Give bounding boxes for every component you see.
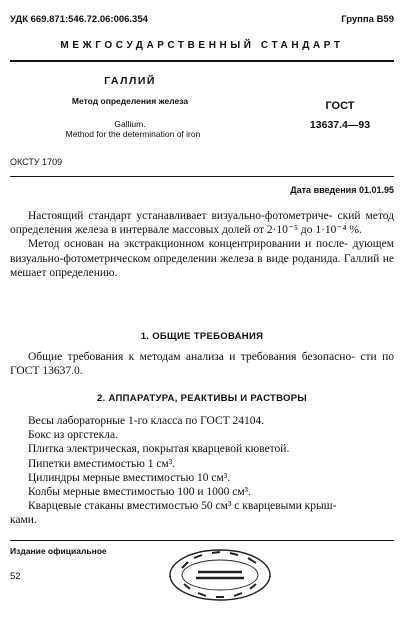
section-1-line: сти по ГОСТ 13637.0.: [10, 351, 394, 378]
intro-line: дующем визуально-фотометрическом определении железа в виде: [10, 238, 394, 265]
equipment-item: Бокс из оргстекла.: [28, 429, 118, 442]
equipment-item: Цилиндры мерные вместимостью 10 см³.: [28, 471, 231, 484]
standard-subtitle-en-1: Gallium.: [114, 119, 146, 129]
standard-subtitle-ru: Метод определения железа: [71, 96, 189, 106]
equipment-item: ками.: [10, 514, 37, 527]
publisher-stamp: [168, 548, 272, 602]
section-1-paragraph: [10, 350, 394, 378]
section-1-text: [10, 350, 394, 378]
equipment-item: Весы лабораторные 1-го класса по ГОСТ 24104.: [28, 415, 265, 427]
official-edition-label: Издание официальное: [10, 546, 107, 556]
section-1-line: Общие требования к методам анализа и требования безопасно-: [28, 351, 356, 363]
intro-line: Метод основан на экстракционном концентрировании и после-: [28, 238, 348, 251]
group-code: Группа В59: [341, 14, 394, 25]
standard-subtitle-en-2: Method for the determination of iron: [65, 129, 201, 139]
page-number: 52: [10, 571, 21, 582]
title-divider: [10, 176, 394, 177]
intro-line: роданида. Галлий не мешает определению.: [10, 252, 395, 279]
equipment-list: [10, 414, 394, 528]
section-2-heading: 2. АППАРАТУРА, РЕАКТИВЫ И РАСТВОРЫ: [97, 393, 307, 404]
equipment-item: Кварцевые стаканы вместимостью 50 см³ с кварцевыми крыш-: [28, 500, 337, 513]
header-divider: [10, 60, 394, 62]
equipment-item: Колбы мерные вместимостью 100 и 1000 см³.: [28, 486, 251, 499]
okstu-code: ОКСТУ 1709: [10, 157, 63, 167]
equipment-item: Пипетки вместимостью 1 см³.: [28, 457, 176, 470]
udk-code: УДК 669.871:546.72.06:006.354: [10, 14, 148, 25]
standard-banner: МЕЖГОСУДАРСТВЕННЫЙ СТАНДАРТ: [60, 40, 344, 51]
equipment-item: Плитка электрическая, покрытая кварцевой кюветой.: [28, 443, 290, 456]
intro-paragraph-1: [10, 209, 394, 237]
footer-divider: [10, 540, 394, 541]
intro-line: Настоящий стандарт устанавливает визуально-фотометриче-: [28, 210, 333, 222]
intro-line: 2·10⁻⁵ до 1·10⁻⁴ %.: [266, 224, 362, 237]
intro-line: ский метод определения железа в интервале массовых долей от: [10, 210, 395, 237]
standard-title: ГАЛЛИЙ: [104, 75, 156, 87]
gost-number: 13637.4—93: [309, 119, 371, 131]
intro-date: Дата введения 01.01.95: [290, 185, 394, 195]
intro-paragraph-2: [10, 237, 394, 280]
section-1-heading: 1. ОБЩИЕ ТРЕБОВАНИЯ: [140, 331, 264, 342]
intro-text: [10, 209, 394, 280]
gost-label: ГОСТ: [325, 100, 355, 112]
